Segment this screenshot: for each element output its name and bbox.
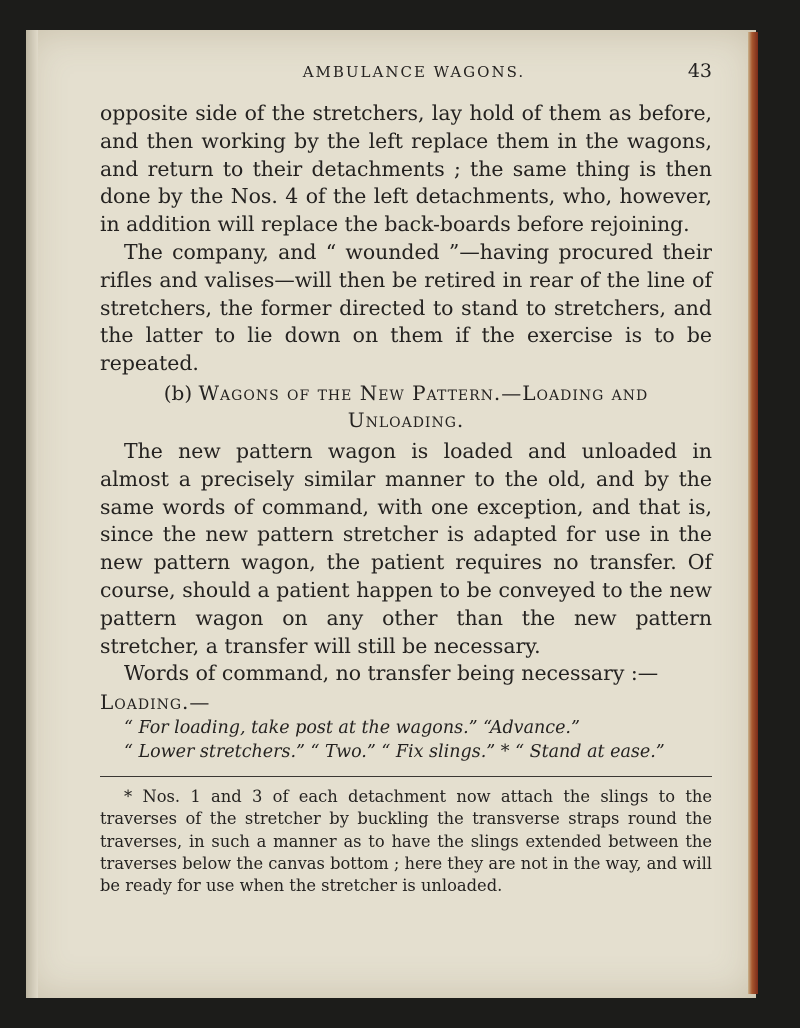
command-line: “ Lower stretchers.” “ Two.” “ Fix slings.” * “ Stand at ease.” <box>124 742 665 763</box>
footnote-rule <box>100 776 712 777</box>
page-gutter <box>26 30 38 998</box>
paragraph-continuation: opposite side of the stretchers, lay hold of them as before, and then working by the left replace them in the wagons, and return to their detachments ; the same thing is then done by the Nos. 4 of the left detachments, who, however, in addition will replace the back-boards before rejoining. <box>100 101 712 237</box>
running-title: AMBULANCE WAGONS. <box>302 63 526 81</box>
page-text <box>100 60 712 898</box>
footnote: * Nos. 1 and 3 of each detachment now attach the slings to the traverses of the stretcher by buckling the transverse straps round the traverses, in such a manner as to have the slings extended between the traverses below the canvas bottom ; here they are not in the way, and will be ready for use when the stretcher is unloaded. <box>100 787 712 896</box>
paragraph-words-of-command: Words of command, no transfer being necessary :— <box>124 661 659 686</box>
section-heading-line1: Wagons of the New Pattern.—Loading and <box>198 380 649 405</box>
page-edge <box>748 32 758 994</box>
loading-subheading: Loading.— <box>100 690 211 715</box>
page-number: 43 <box>687 60 712 82</box>
section-marker: (b) <box>163 380 193 405</box>
paragraph-new-pattern: The new pattern wagon is loaded and unloaded in almost a precisely similar manner to the old, and by the same words of command, with one exception, and that is, since the new pattern stretcher is adapted for use in the new pattern wagon, the patient requires no transfer. Of course, should a patient happen to be conveyed to the new pattern wagon on any other than the new pattern stretcher, a transfer will still be necessary. <box>100 438 712 658</box>
command-line: “ For loading, take post at the wagons.” “Advance.” <box>124 718 580 739</box>
section-heading-line2: Unloading. <box>347 407 465 432</box>
paragraph-company: The company, and “ wounded ”—having procured their rifles and valises—will then be retired in rear of the line of stretchers, the former directed to stand to stretchers, and the latter to lie down on them if the exercise is to be repeated. <box>100 239 712 376</box>
section-heading <box>100 380 712 434</box>
page-header <box>100 60 712 100</box>
